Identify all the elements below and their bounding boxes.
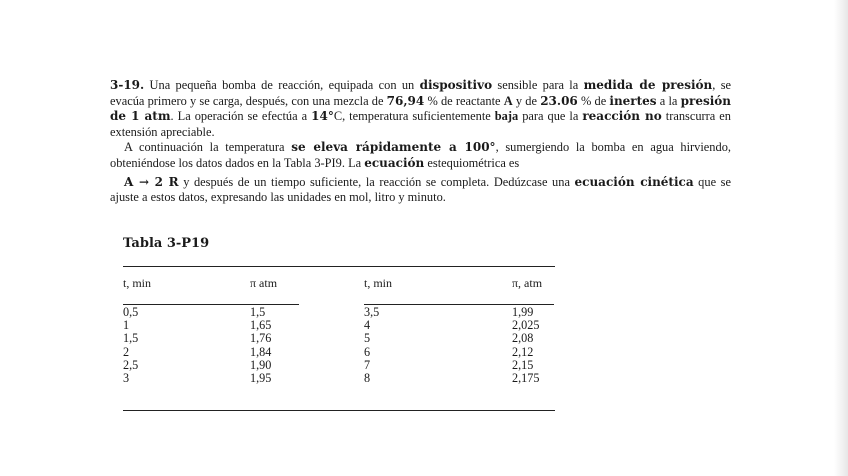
table-cell: 1,84: [250, 344, 272, 359]
table-cell: 2,15: [512, 357, 534, 372]
problem-number: 3-19.: [110, 78, 145, 92]
table-column-t-1: [123, 306, 138, 385]
table-bottom-rule: [123, 410, 555, 411]
table-cell: 2,175: [512, 370, 540, 385]
table-title: Tabla 3-P19: [123, 236, 210, 251]
scan-edge-shadow: [834, 0, 848, 476]
table-cell: 2,08: [512, 331, 534, 346]
table-cell: 2,025: [512, 318, 540, 333]
table-column-pi-2: [512, 306, 539, 385]
table-cell: 2,12: [512, 344, 534, 359]
table-cell: 1,5: [123, 331, 139, 346]
table-header-t-min-1: t, min: [123, 276, 152, 290]
table-header-rule-left: [123, 304, 299, 305]
table-cell: 3,5: [364, 305, 380, 319]
table-cell: 4: [364, 318, 371, 333]
table-cell: 7: [364, 357, 371, 372]
table-cell: 1,90: [250, 357, 272, 372]
table-top-rule: [123, 266, 555, 267]
table-cell: 5: [364, 331, 371, 346]
problem-paragraph-2: A continuación la temperatura se eleva rápidamente a 100°, sumergiendo la bomba en agua hirviendo, obteniéndose los datos dados en la Tabla 3-PI9. La ecuación estequiométrica es: [110, 140, 731, 170]
table-cell: 0,5: [123, 305, 139, 319]
table-cell: 1,99: [512, 305, 534, 319]
problem-paragraph-3: A → 2 R y después de un tiempo suficiente, la reacción se completa. Dedúzcase una ecuación cinética que se ajuste a estos datos, expresando las unidades en mol, litro y minuto.: [110, 174, 731, 205]
table-column-t-2: [364, 306, 379, 385]
table-header-pi-atm-2: π, atm: [512, 276, 543, 290]
problem-paragraph-1: 3-19. Una pequeña bomba de reacción, equipada con un dispositivo sensible para la medida de presión, se evacúa primero y se carga, después, con una mezcla de 76,94 % de reactante A y de 23.06 % de inertes a la presión de 1 atm. La operación se efectúa a 14°C, temperatura suficientemente baja para que la reacción no transcurra en extensión apreciable.: [110, 78, 732, 139]
table-cell: 6: [364, 344, 371, 359]
problem-statement: [110, 78, 731, 206]
table-cell: 1,5: [250, 305, 266, 319]
table-cell: 1: [123, 318, 130, 333]
table-cell: 2,5: [123, 357, 139, 372]
table-cell: 2: [123, 344, 130, 359]
table-cell: 1,95: [250, 370, 272, 385]
stoichiometric-equation: A → 2 R: [124, 174, 179, 189]
table-cell: 1,76: [250, 331, 272, 346]
table-header-pi-atm-1: π atm: [250, 276, 278, 290]
table-cell: 3: [123, 370, 130, 385]
table-header-t-min-2: t, min: [364, 276, 393, 290]
table-column-pi-1: [250, 306, 271, 385]
table-cell: 1,65: [250, 318, 272, 333]
table-cell: 8: [364, 370, 371, 385]
